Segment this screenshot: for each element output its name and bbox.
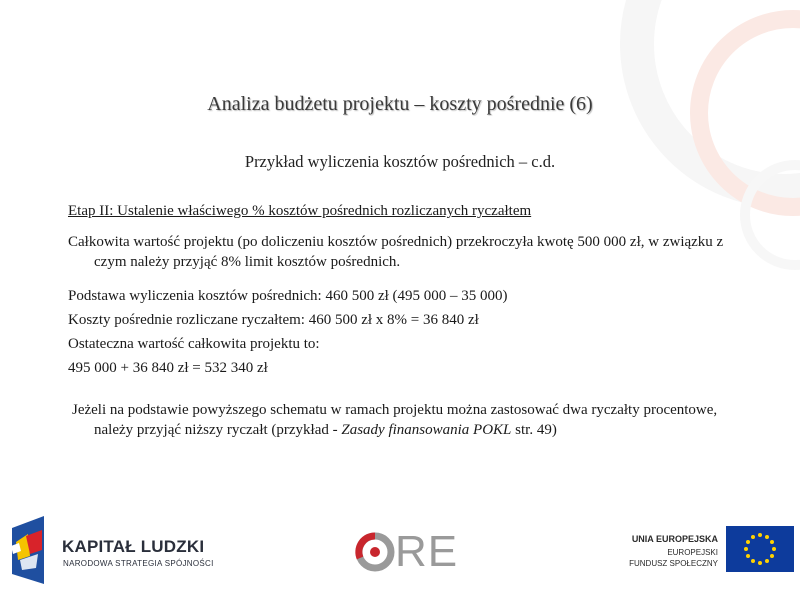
calc-line-basis: Podstawa wyliczenia kosztów pośrednich: 460 500 zł (495 000 – 35 000) <box>68 288 508 304</box>
eu-flag <box>726 526 794 572</box>
kapital-ludzki-subtitle: NARODOWA STRATEGIA SPÓJNOŚCI <box>63 559 214 568</box>
note-text-after: str. 49) <box>511 422 557 438</box>
calc-line-final-value: 495 000 + 36 840 zł = 532 340 zł <box>68 360 268 376</box>
note-emphasis: Zasady finansowania POKL <box>341 422 512 438</box>
eu-line-1: UNIA EUROPEJSKA <box>631 534 718 544</box>
calc-line-flat-rate: Koszty pośrednie rozliczane ryczałtem: 460 500 zł x 8% = 36 840 zł <box>68 312 479 328</box>
note-paragraph <box>72 400 738 440</box>
eu-logo <box>620 524 796 576</box>
calc-line-final-label: Ostateczna wartość całkowita projektu to: <box>68 336 320 352</box>
ore-text: RE <box>395 527 459 576</box>
kapital-ludzki-logo <box>8 516 238 586</box>
kapital-ludzki-title: KAPITAŁ LUDZKI <box>62 537 205 556</box>
stage-heading: Etap II: Ustalenie właściwego % kosztów pośrednich rozliczanych ryczałtem <box>68 203 532 219</box>
eu-line-2: EUROPEJSKI <box>667 548 718 557</box>
kapital-ludzki-emblem-icon <box>8 516 54 584</box>
slide-title: Analiza budżetu projektu – koszty pośrednie (6) <box>207 93 593 115</box>
decorative-circle <box>740 160 800 270</box>
slide-subtitle: Przykład wyliczenia kosztów pośrednich – c.d. <box>244 152 556 171</box>
slide-content <box>68 201 738 440</box>
note-text-before: Jeżeli na podstawie powyższego schematu w ramach projektu można zastosować dwa ryczałty procentowe, należy przyjąć niższy ryczałt (przykład - <box>72 402 718 438</box>
eu-line-3: FUNDUSZ SPOŁECZNY <box>629 559 718 568</box>
paragraph-total-value: Całkowita wartość projektu (po doliczeniu kosztów pośrednich) przekroczyła kwotę 500 000 zł, w związku z czym należy przyjąć 8% limit kosztów pośrednich. <box>68 234 724 270</box>
eu-stars-icon <box>726 526 794 572</box>
ore-logo <box>355 528 465 578</box>
ore-o-icon <box>355 528 395 576</box>
